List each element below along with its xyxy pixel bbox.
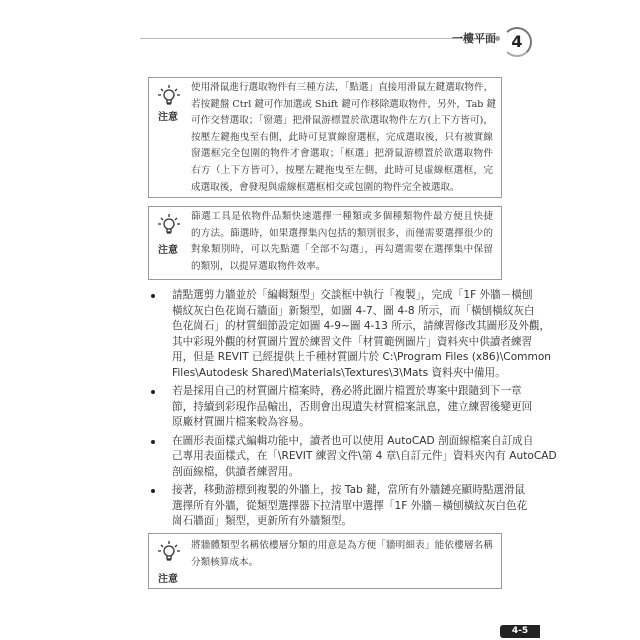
note-line: 窗選框完全包圍的物件才會選取；「框選」把滑鼠游標置於欲選取物件 [191, 148, 493, 160]
list-item [148, 434, 557, 481]
chapter-number: 4 [502, 27, 532, 57]
list-item-line: 其中彩現外觀的材質圖片置於練習文件「材質範例圖片」資料夾中供讀者練習 [172, 335, 533, 348]
bullet-icon [151, 294, 155, 298]
list-item-line: 在圖形表面樣式編輯功能中，讀者也可以使用 AutoCAD 剖面線檔案自訂成自 [172, 434, 534, 447]
lightbulb-icon [157, 540, 181, 564]
note-label: 注意 [158, 245, 178, 256]
note-line: 分類核算成本。 [191, 556, 259, 568]
note-text [191, 80, 497, 196]
note-line: 右方（上下方皆可），按壓左鍵拖曳至左側，此時可見虛線框選框，完 [191, 164, 493, 176]
note-label: 注意 [158, 112, 178, 123]
note-line: 將牆體類型名稱依樓層分類的用意是為方便「牆明細表」能依樓層名稱 [191, 540, 493, 551]
note-line: 的方法。篩選時，如果選擇集內包括的類別很多，而僅需要選擇很少的 [191, 227, 493, 239]
note-text [191, 209, 493, 275]
note-box [148, 77, 502, 198]
note-line: 成選取後，會發現與虛線框選框相交或包圍的物件完全被選取。 [191, 181, 460, 193]
list-item [148, 384, 533, 431]
list-item-line: 崗石牆面」類型，更新所有外牆類型。 [172, 515, 353, 527]
note-line: 篩選工具是依物件品類快速選擇一種類或多個種類物件最方便且快捷 [191, 211, 493, 222]
list-item [148, 483, 528, 530]
note-line: 使用滑鼠進行選取物件有三種方法，「點選」直接用滑鼠左鍵選取物件， [191, 82, 494, 93]
note-label: 注意 [158, 574, 178, 585]
chapter-title: 一樓平面 [452, 32, 496, 45]
list-item-line: 若是採用自己的材質圖片檔案時，務必將此圖片檔置於專案中跟隨到下一章 [172, 385, 522, 397]
note-line: 按壓左鍵拖曳至右側，此時可見實線窗選框，完成選取後，只有被實線 [191, 131, 493, 143]
list-item-line: 接著，移動游標到複製的外牆上，按 Tab 鍵，當所有外牆鏈亮顯時點選滑鼠 [172, 484, 526, 496]
list-item-line: 己專用表面樣式，在「\REVIT 練習文件\第 4 章\自訂元件」資料夾內有 AutoCAD [172, 450, 557, 462]
note-box [148, 206, 502, 280]
list-item-line: Files\Autodesk Shared\Materials\Textures\3\Mats 資料夾中備用。 [172, 366, 506, 379]
note-line: 可作交替選取；「窗選」把滑鼠游標置於欲選取物件左方(上下方皆可)， [191, 115, 493, 127]
note-line: 對象類別時，可以先點選「全部不勾選」，再勾選需要在選擇集中保留 [191, 244, 493, 256]
bullet-icon [151, 489, 155, 493]
list-item-line: 請點選剪力牆並於「編輯類型」交談框中執行「複製」，完成「1F 外牆－橫刨 [172, 289, 533, 301]
list-item-line: 色花崗石」的材質細節設定如圖 4-9~圖 4-13 所示，請練習修改其圖形及外觀， [172, 320, 551, 332]
list-item-line: 原廠材質圖片檔案較為容易。 [172, 416, 310, 428]
list-item-line: 節，持續到彩現作品輸出，否則會出現遺失材質檔案訊息，建立練習後變更回 [172, 400, 533, 413]
page-number: 4-5 [500, 625, 540, 638]
bullet-icon [151, 440, 155, 444]
note-line: 若按鍵盤 Ctrl 鍵可作加選或 Shift 鍵可作移除選取物件，另外，Tab 鍵 [191, 98, 497, 110]
note-box [148, 533, 502, 589]
list-item-line: 用，但是 REVIT 已經提供上千種材質圖片於 C:\Program Files (x86)\Common [172, 351, 552, 363]
bullet-icon [151, 390, 155, 394]
list-item-line: 橫紋灰白色花崗石牆面」新類型，如圖 4-7、圖 4-8 所示，而「橫刨橫紋灰白 [172, 304, 535, 317]
header-rule [140, 38, 497, 39]
list-item-line: 剖面線檔，供讀者練習用。 [172, 465, 300, 478]
list-item [148, 288, 552, 381]
lightbulb-icon [157, 84, 181, 108]
list-item-line: 選擇所有外牆，從類型選擇器下拉清單中選擇「1F 外牆－橫刨橫紋灰白色花 [172, 499, 528, 512]
lightbulb-icon [157, 213, 181, 237]
bullet-list [148, 288, 557, 533]
note-text [191, 538, 493, 571]
note-line: 的類別，以提昇選取物件效率。 [191, 260, 326, 272]
